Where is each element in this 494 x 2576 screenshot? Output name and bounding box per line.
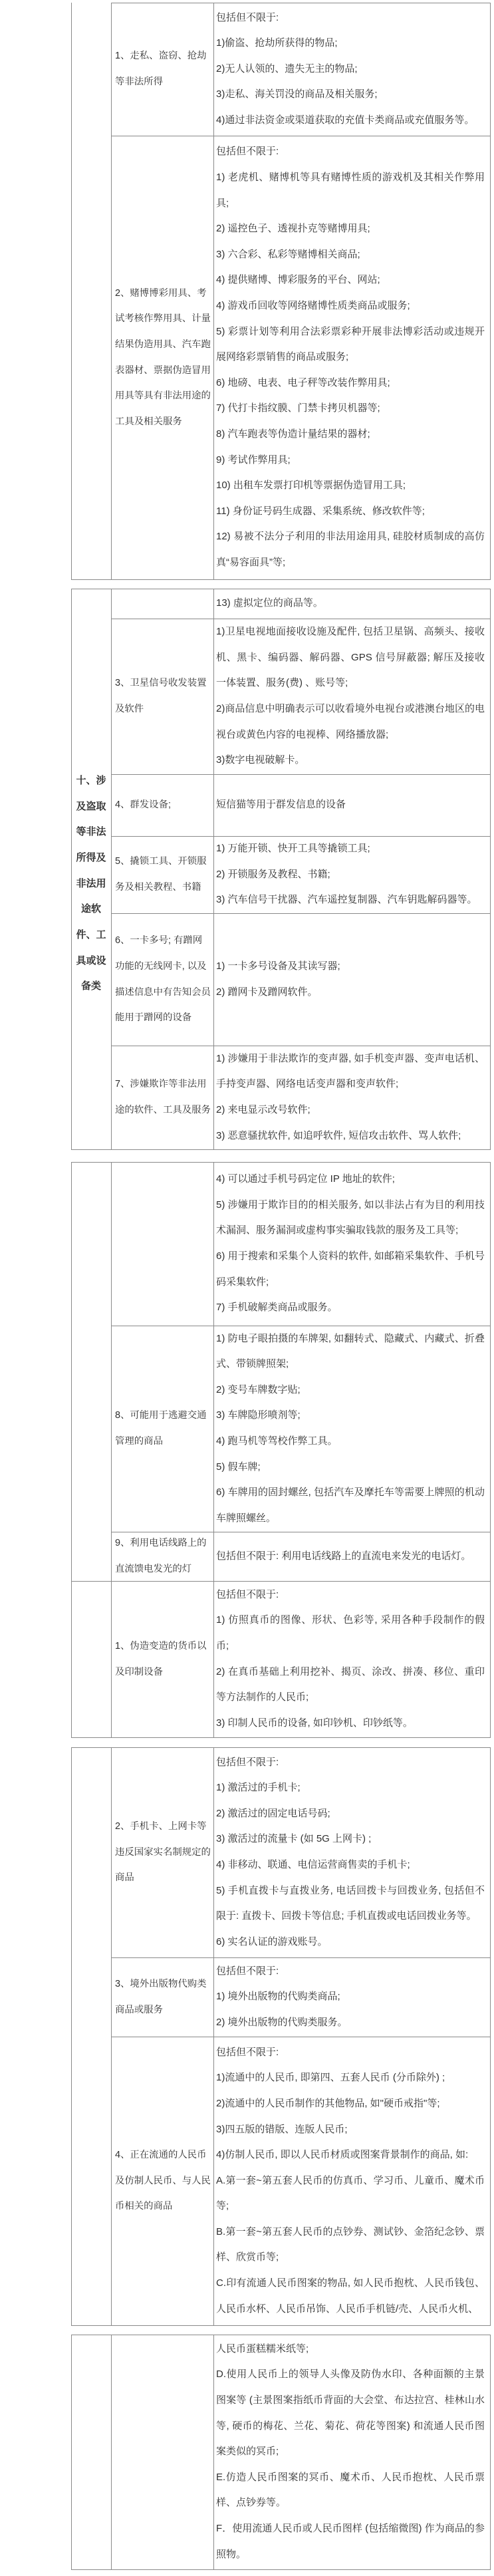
detail-paragraph: 7) 手机破解类商品或服务。	[216, 1302, 338, 1314]
subcategory-cell	[115, 913, 211, 1046]
detail-paragraph: 包括但不限于: 利用电话线路上的直流电来发光的电话灯。	[216, 1550, 471, 1562]
detail-cell	[216, 1046, 485, 1149]
table-grid-line-vertical	[71, 2335, 72, 2569]
subcategory-label: 9、利用电话线路上的直流馈电发光的灯	[115, 1538, 207, 1574]
detail-paragraph: 6) 实名认证的游戏账号。	[216, 1935, 328, 1947]
detail-cell	[216, 2335, 485, 2569]
table-grid-line-vertical	[213, 3, 214, 579]
detail-cell	[216, 619, 485, 774]
table-grid-line-vertical	[213, 1162, 214, 1737]
detail-paragraph: 2)流通中的人民币制作的其他物品, 如"硬币戒指"等;	[216, 2097, 440, 2109]
detail-paragraph: 4) 跑马机等驾校作弊工具。	[216, 1435, 338, 1447]
subcategory-cell	[115, 2037, 211, 2325]
table-grid-line-vertical	[71, 3, 72, 579]
table-grid-line-vertical	[213, 2335, 214, 2569]
detail-paragraph: 1) 涉嫌用于非法欺诈的变声器, 如手机变声器、变声电话机、手持变声器、网络电话变声器和变声软件;	[216, 1052, 485, 1090]
subcategory-cell	[115, 1532, 211, 1581]
detail-paragraph: 4) 可以通过手机号码定位 IP 地址的软件;	[216, 1173, 395, 1185]
detail-paragraph: 1)流通中的人民币, 即第四、五套人民币 (分币除外) ;	[216, 2072, 445, 2084]
table-grid-line-horizontal	[71, 1149, 491, 1150]
subcategory-label: 2、手机卡、上网卡等违反国家实名制规定的商品	[115, 1821, 211, 1884]
detail-cell	[216, 774, 485, 836]
table-grid-line-horizontal	[71, 2325, 491, 2326]
detail-paragraph: A.第一套~第五套人民币的仿真币、学习币、儿童币、魔术币等;	[216, 2174, 485, 2212]
detail-paragraph: 人民币蛋糕糯米纸等;	[216, 2343, 309, 2355]
detail-cell	[216, 3, 485, 136]
detail-paragraph: 12) 易被不法分子利用的非法用途用具, 硅胶材质制成的高仿真“易容面具”等;	[216, 531, 485, 568]
detail-paragraph: 3) 激活过的流量卡 (如 5G 上网卡) ;	[216, 1833, 372, 1845]
detail-paragraph: 9) 考试作弊用具;	[216, 454, 291, 466]
table-grid-line-vertical	[213, 589, 214, 1149]
detail-paragraph: 4)通过非法资金或渠道获取的充值卡类商品或充值服务等。	[216, 114, 475, 126]
detail-paragraph: 3)数字电视破解卡。	[216, 754, 305, 766]
subcategory-cell	[115, 1747, 211, 1957]
table-grid-line-vertical	[111, 589, 112, 1149]
category-label-line: 等非法	[76, 826, 106, 838]
detail-paragraph: 13) 虚拟定位的商品等。	[216, 597, 323, 609]
subcategory-label: 5、撬锁工具、开锁服务及相关教程、书籍	[115, 856, 207, 893]
detail-paragraph: 2) 境外出版物的代购类服务。	[216, 2016, 348, 2028]
subcategory-label: 2、赌博博彩用具、考试考核作弊用具、计量结果伪造用具、汽车跑表器材、票据伪造冒用用具等具有非法用途的工具及相关服务	[115, 287, 211, 427]
detail-paragraph: 包括但不限于:	[216, 2046, 279, 2058]
detail-paragraph: 5) 手机直拨卡与直拨业务, 电话回拨卡与回拨业务, 包括但不限于: 直拨卡、回拨卡等信息; 手机直拨或电话回拨业务等。	[216, 1884, 485, 1922]
table-grid-line-vertical	[490, 3, 491, 579]
table-grid-line-vertical	[490, 1162, 491, 1737]
detail-cell	[216, 1747, 485, 1957]
detail-paragraph: 2)商品信息中明确表示可以收看境外电视台或港澳台地区的电视台或黄色内容的电视棒、网络播放器;	[216, 703, 485, 740]
category-label-line: 途软	[80, 903, 101, 915]
table-grid-line-horizontal	[71, 2569, 491, 2570]
detail-paragraph: 3) 车牌隐形喷剂等;	[216, 1409, 301, 1421]
detail-paragraph: 8) 汽车跑表等伪造计量结果的器材;	[216, 428, 370, 440]
category-label-line: 件、工	[76, 929, 106, 941]
detail-paragraph: 1) 一卡多号设备及其读写器;	[216, 960, 340, 972]
detail-paragraph: 2) 蹭网卡及蹭网软件。	[216, 986, 318, 998]
subcategory-cell	[115, 619, 211, 774]
detail-paragraph: 包括但不限于:	[216, 146, 279, 158]
subcategory-label: 7、涉嫌欺诈等非法用途的软件、工具及服务	[115, 1079, 211, 1115]
detail-paragraph: 3)走私、海关罚没的商品及相关服务;	[216, 88, 378, 100]
table-grid-line-vertical	[111, 1162, 112, 1737]
detail-paragraph: 2) 开锁服务及教程、书籍;	[216, 868, 330, 880]
detail-paragraph: 1) 仿照真币的图像、形状、色彩等, 采用各种手段制作的假币;	[216, 1614, 485, 1651]
detail-paragraph: 5) 假车牌;	[216, 1461, 261, 1473]
subcategory-label: 3、境外出版物代购类商品或服务	[115, 1978, 207, 2015]
table-grid-line-vertical	[71, 1162, 72, 1737]
table-grid-line-horizontal	[71, 1737, 491, 1738]
detail-paragraph: 1) 激活过的手机卡;	[216, 1782, 301, 1794]
detail-paragraph: 6) 用于搜索和采集个人资料的软件, 如邮箱采集软件、手机号码采集软件;	[216, 1250, 485, 1288]
detail-paragraph: B.第一套~第五套人民币的点钞券、测试钞、金箔纪念钞、票样、欣赏币等;	[216, 2225, 485, 2263]
detail-cell	[216, 1957, 485, 2037]
detail-paragraph: 包括但不限于:	[216, 11, 279, 23]
category-cell-section-10	[72, 768, 110, 1000]
detail-paragraph: 4) 游戏币回收等网络赌博性质类商品或服务;	[216, 300, 410, 312]
detail-paragraph: 2) 来电显示改号软件;	[216, 1104, 310, 1115]
detail-paragraph: E.仿造人民币图案的冥币、魔术币、人民币抱枕、人民币票样、点钞券等。	[216, 2471, 485, 2509]
detail-paragraph: 1) 老虎机、赌博机等具有赌博性质的游戏机及其相关作弊用具;	[216, 172, 485, 209]
table-grid-line-vertical	[490, 589, 491, 1149]
detail-paragraph: 10) 出租车发票打印机等票据伪造冒用工具;	[216, 480, 406, 492]
detail-paragraph: 包括但不限于:	[216, 1588, 279, 1600]
detail-paragraph: 3) 汽车信号干扰器、汽车遥控复制器、汽车钥匙解码器等。	[216, 894, 477, 906]
detail-cell	[216, 836, 485, 913]
table-grid-line-vertical	[111, 3, 112, 579]
table-grid-line-vertical	[111, 2335, 112, 2569]
detail-cell	[216, 2037, 485, 2325]
category-label-line: 具或设	[76, 954, 106, 966]
detail-paragraph: 1) 防电子眼拍摄的车牌架, 如翻转式、隐藏式、内藏式、折叠式、带锁牌照架;	[216, 1332, 485, 1370]
detail-paragraph: 1) 万能开锁、快开工具等撬锁工具;	[216, 843, 370, 855]
detail-paragraph: 4)仿制人民币, 即以人民币材质或图案背景制作的商品, 如:	[216, 2149, 469, 2161]
category-label-line: 十、涉	[76, 774, 106, 786]
detail-paragraph: 11) 身份证号码生成器、采集系统、修改软件等;	[216, 505, 425, 517]
subcategory-cell	[115, 136, 211, 579]
detail-paragraph: 1) 境外出版物的代购类商品;	[216, 1991, 340, 2003]
table-grid-line-vertical	[490, 2335, 491, 2569]
detail-paragraph: 3) 六合彩、私彩等赌博相关商品;	[216, 248, 360, 260]
detail-paragraph: 2) 在真币基础上利用挖补、揭页、涂改、拼凑、移位、重印等方法制作的人民币;	[216, 1665, 485, 1703]
subcategory-cell	[115, 1326, 211, 1532]
detail-paragraph: 4) 非移动、联通、电信运营商售卖的手机卡;	[216, 1859, 410, 1870]
detail-cell	[216, 1162, 485, 1326]
detail-paragraph: 4) 提供赌博、博彩服务的平台、网站;	[216, 274, 380, 286]
detail-paragraph: 5) 彩票计划等利用合法彩票彩种开展非法博彩活动或违规开展网络彩票销售的商品或服务;	[216, 325, 485, 363]
table-grid-line-horizontal	[71, 579, 491, 580]
subcategory-cell	[115, 836, 211, 913]
table-grid-line-vertical	[71, 1747, 72, 2325]
detail-cell	[216, 136, 485, 579]
detail-paragraph: 包括但不限于:	[216, 1756, 279, 1768]
detail-cell	[216, 913, 485, 1046]
detail-paragraph: 1)偷盗、抢劫所获得的物品;	[216, 37, 338, 49]
detail-paragraph: 2)无人认领的、遗失无主的物品;	[216, 63, 358, 74]
detail-cell	[216, 1326, 485, 1532]
detail-paragraph: 6) 车牌用的固封螺丝, 包括汽车及摩托车等需要上牌照的机动车牌照螺丝。	[216, 1487, 485, 1524]
detail-paragraph: C.印有流通人民币图案的物品, 如人民币抱枕、人民币钱包、人民币水杯、人民币吊饰、人民币手机链/壳、人民币火机、	[216, 2277, 485, 2315]
detail-paragraph: 2) 遥控色子、透视扑克等赌博用具;	[216, 223, 370, 235]
detail-cell	[216, 589, 485, 619]
category-label-line: 及盗取	[76, 800, 106, 812]
subcategory-cell	[115, 774, 211, 836]
subcategory-label: 1、伪造变造的货币以及印制设备	[115, 1640, 207, 1677]
detail-cell	[216, 1532, 485, 1581]
detail-paragraph: 5) 涉嫌用于欺诈目的的相关服务, 如以非法占有为目的利用技术漏洞、服务漏洞或虚构事实骗取钱款的服务及工具等;	[216, 1199, 485, 1236]
detail-paragraph: 短信猫等用于群发信息的设备	[216, 799, 346, 811]
detail-paragraph: 3) 恶意骚扰软件, 如追呼软件, 短信攻击软件、骂人软件;	[216, 1129, 461, 1141]
subcategory-label: 3、卫星信号收发装置及软件	[115, 678, 207, 714]
subcategory-cell	[115, 3, 211, 136]
category-label-line: 备类	[80, 980, 101, 992]
subcategory-cell	[115, 1957, 211, 2037]
subcategory-cell	[115, 1046, 211, 1149]
subcategory-label: 4、正在流通的人民币及仿制人民币、与人民币相关的商品	[115, 2150, 211, 2212]
subcategory-label: 8、可能用于逃避交通管理的商品	[115, 1410, 207, 1447]
detail-paragraph: 6) 地磅、电表、电子秤等改装作弊用具;	[216, 376, 390, 388]
detail-paragraph: 2) 变号车牌数字贴;	[216, 1383, 301, 1395]
category-label-line: 所得及	[76, 851, 106, 863]
detail-paragraph: F．使用流通人民币或人民币图样 (包括缩微图) 作为商品的参照物。	[216, 2522, 485, 2560]
detail-paragraph: 3)四五版的错版、连版人民币;	[216, 2123, 348, 2135]
category-label-line: 非法用	[76, 877, 106, 889]
detail-paragraph: 3) 印制人民币的设备, 如印钞机、印钞纸等。	[216, 1717, 413, 1729]
subcategory-label: 6、一卡多号; 有蹭网功能的无线网卡, 以及描述信息中有告知会员能用于蹭网的设备	[115, 935, 211, 1024]
subcategory-cell	[115, 1581, 211, 1737]
detail-paragraph: 包括但不限于:	[216, 1965, 279, 1977]
detail-cell	[216, 1581, 485, 1737]
detail-paragraph: 1)卫星电视地面接收设施及配件, 包括卫星锅、高频头、接收机、黑卡、编码器、解码器、GPS 信号屏蔽器; 解压及接收一体装置、服务(费) 、账号等;	[216, 626, 485, 689]
subcategory-label: 1、走私、盗窃、抢劫等非法所得	[115, 51, 207, 87]
detail-paragraph: 2) 激活过的固定电话号码;	[216, 1807, 330, 1819]
subcategory-label: 4、群发设备;	[115, 799, 171, 811]
detail-paragraph: 7) 代打卡指纹膜、门禁卡拷贝机器等;	[216, 402, 380, 414]
detail-paragraph: D.使用人民币上的领导人头像及防伪水印、各种面额的主景图案等 (主景图案指纸币背面的大会堂、布达拉宫、桂林山水等, 硬币的梅花、兰花、菊花、荷花等图案) 和流通人民币图案类似的冥币;	[216, 2368, 485, 2458]
